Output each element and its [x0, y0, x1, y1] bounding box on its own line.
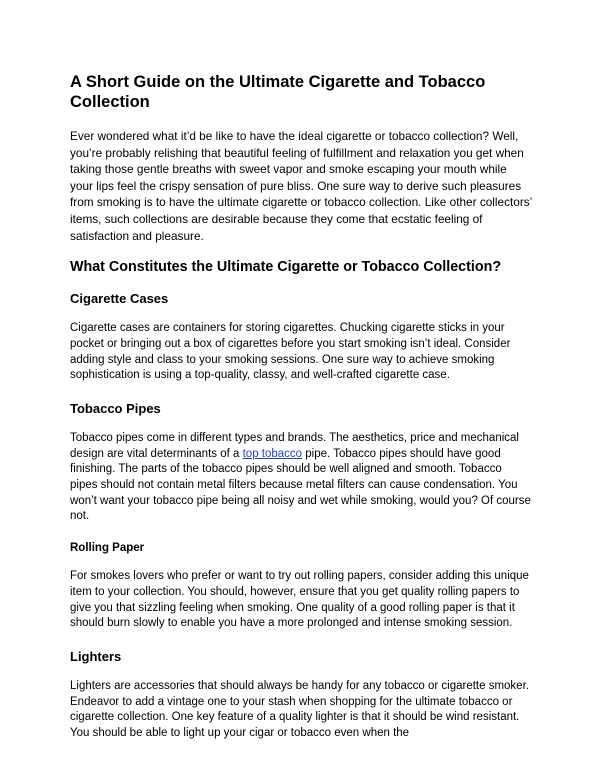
rolling-paper-heading: Rolling Paper [70, 542, 145, 555]
page-title: A Short Guide on the Ultimate Cigarette and Tobacco Collection [70, 73, 486, 111]
tobacco-pipes-heading: Tobacco Pipes [70, 400, 161, 416]
rolling-paper-paragraph: For smokes lovers who prefer or want to try out rolling papers, consider adding this unique item to your collection. You should, however, ensure that you get quality rolling papers to give you that sizzling feeling when smoking. One quality of a good rolling paper is that it should burn slowly to enable you have a more prolonged and intense smoking session. [70, 570, 529, 630]
cigarette-cases-paragraph: Cigarette cases are containers for storing cigarettes. Chucking cigarette sticks in your pocket or bringing out a box of cigarettes before you start smoking isn’t ideal. Consider adding style and class to your smoking sessions. One sure way to achieve smoking sophistication is using a top-quality, classy, and well-crafted cigarette case. [70, 322, 511, 382]
tobacco-pipes-paragraph [70, 431, 532, 525]
tobacco-pipes-text-before-link: Tobacco pipes come in different types and brands. The aesthetics, price and mechanical design are vital determinants of a [70, 431, 519, 460]
top-tobacco-link[interactable]: top tobacco [242, 447, 303, 460]
intro-paragraph: Ever wondered what it’d be like to have the ideal cigarette or tobacco collection? Well, you’re probably relishing that beautiful feeling of fulfillment and relaxation you get when taking those gentle breaths with sweet vapor and smoke escaping your mouth while your lips feel the crispy sensation of pure bliss. One sure way to derive such pleasures from smoking is to have the ultimate cigarette or tobacco collection. Like other collectors’ items, such collections are desirable because they come that ecstatic feeling of satisfaction and pleasure. [70, 129, 532, 243]
document-page [70, 72, 532, 758]
tobacco-pipes-text-after-link: pipe. Tobacco pipes should have good finishing. The parts of the tobacco pipes should be well aligned and smooth. Tobacco pipes should not contain metal filters because metal filters can cause condensation. You won’t want your tobacco pipe being all noisy and wet while smoking, would you? Of course not. [70, 447, 531, 523]
cigarette-cases-heading: Cigarette Cases [70, 291, 169, 307]
lighters-heading: Lighters [70, 649, 122, 664]
lighters-paragraph: Lighters are accessories that should always be handy for any tobacco or cigarette smoker. Endeavor to add a vintage one to your stash when shopping for the ultimate tobacco or cigarette collection. One key feature of a quality lighter is that it should be wind resistant. You should be able to light up your cigar or tobacco even when the [70, 680, 529, 740]
main-heading: What Constitutes the Ultimate Cigarette or Tobacco Collection? [70, 259, 502, 276]
